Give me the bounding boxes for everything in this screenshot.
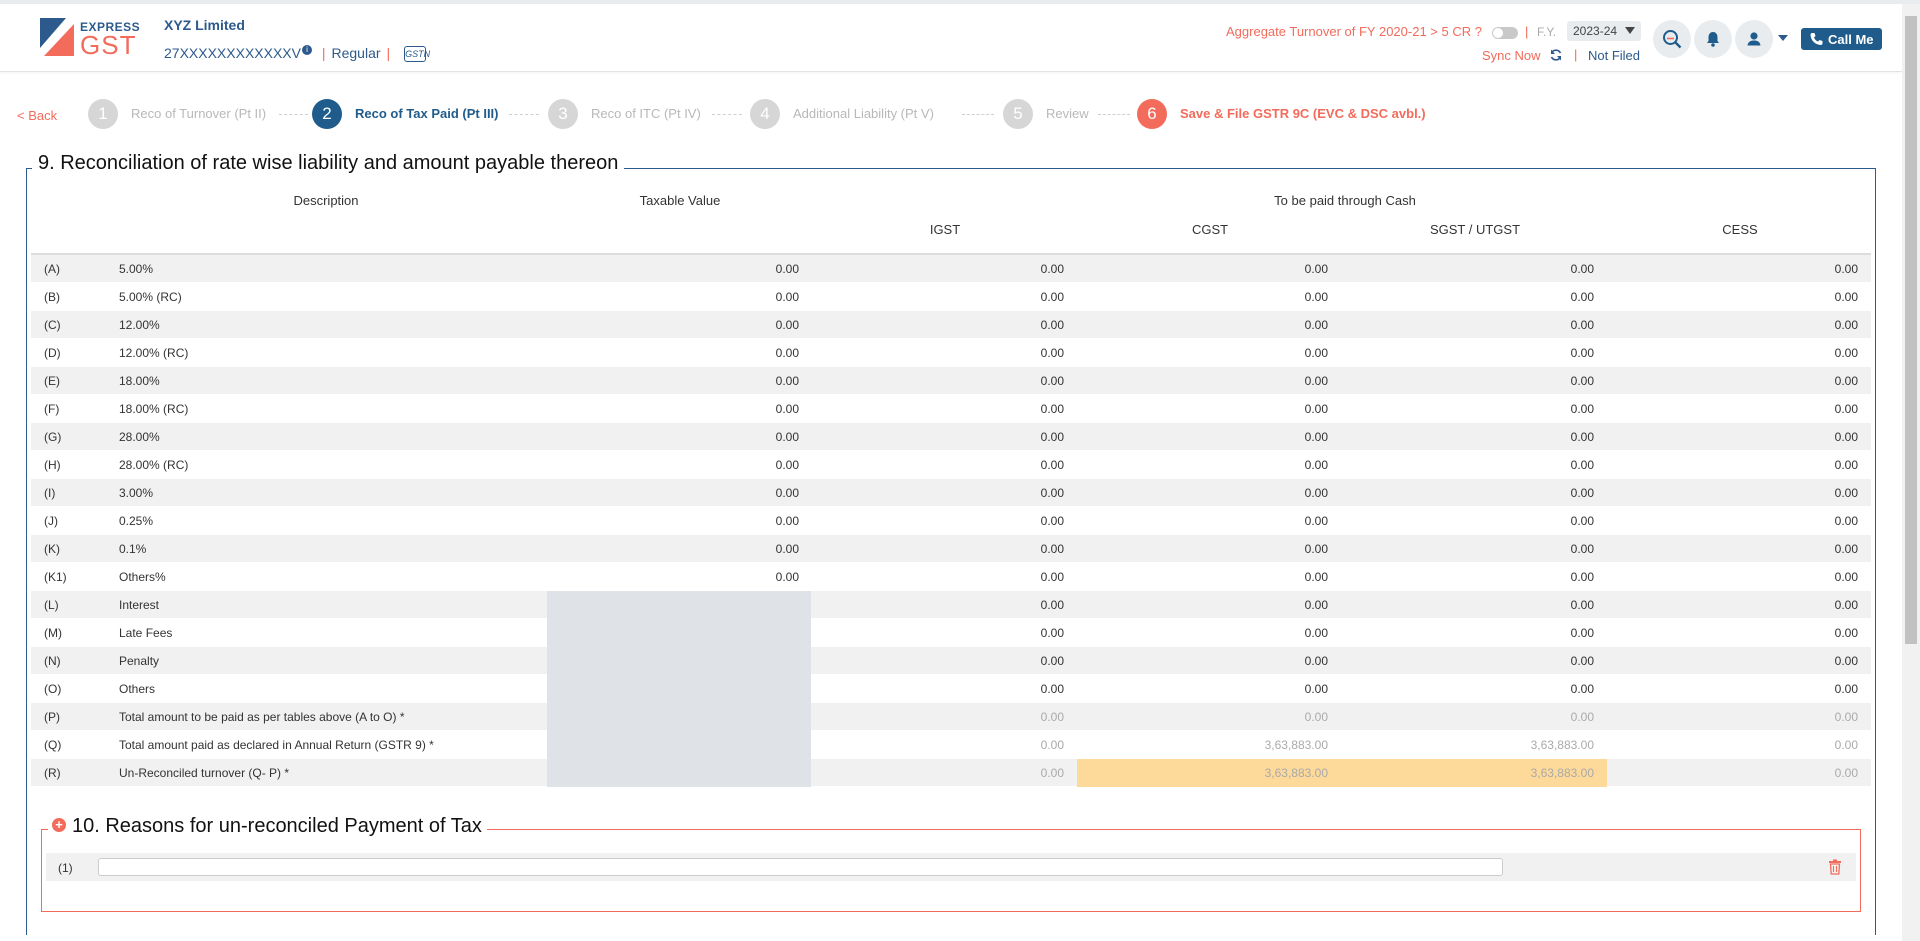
add-reason-icon[interactable]: + — [52, 818, 66, 832]
app-header — [0, 4, 1902, 72]
cgst-cell: 3,63,883.00 — [1264, 738, 1328, 752]
phone-icon — [1809, 32, 1825, 46]
reason-row — [46, 853, 1856, 881]
row-description: Others — [119, 682, 156, 696]
cgst-cell: 0.00 — [1304, 570, 1328, 584]
separator: | — [1574, 47, 1578, 62]
separator: | — [1525, 24, 1529, 39]
step-label: Review — [1046, 106, 1089, 121]
cgst-cell: 0.00 — [1304, 654, 1328, 668]
bell-icon — [1703, 29, 1723, 49]
step-connector — [509, 114, 539, 115]
cess-cell: 0.00 — [1834, 626, 1858, 640]
row-description: Un-Reconciled turnover (Q- P) * — [119, 766, 290, 780]
row-code: (N) — [44, 654, 61, 668]
table-row — [31, 647, 1871, 675]
logo-express-text: EXPRESS — [80, 20, 141, 34]
page-scrollbar[interactable] — [1902, 4, 1920, 941]
col-header-paid-cash: To be paid through Cash — [1274, 193, 1416, 208]
cess-cell: 0.00 — [1834, 290, 1858, 304]
igst-cell: 0.00 — [1040, 570, 1064, 584]
call-me-label: Call Me — [1828, 32, 1874, 47]
reason-index: (1) — [58, 861, 73, 875]
sgst-cell: 0.00 — [1570, 514, 1594, 528]
step-label: Save & File GSTR 9C (EVC & DSC avbl.) — [1180, 106, 1426, 121]
igst-cell: 0.00 — [1040, 514, 1064, 528]
sgst-cell: 0.00 — [1570, 346, 1594, 360]
row-code: (I) — [44, 486, 56, 500]
igst-cell: 0.00 — [1040, 374, 1064, 388]
row-description: 0.25% — [119, 514, 154, 528]
company-name: XYZ Limited — [164, 17, 245, 33]
row-code: (G) — [44, 430, 62, 444]
step-connector — [712, 114, 742, 115]
igst-cell: 0.00 — [1040, 430, 1064, 444]
cgst-cell: 0.00 — [1304, 626, 1328, 640]
cgst-cell: 0.00 — [1304, 458, 1328, 472]
sgst-cell: 0.00 — [1570, 710, 1594, 724]
sgst-cell: 0.00 — [1570, 262, 1594, 276]
table-row — [31, 367, 1871, 395]
table-row — [31, 395, 1871, 423]
cess-cell: 0.00 — [1834, 570, 1858, 584]
sgst-cell: 0.00 — [1570, 598, 1594, 612]
gstin-number: 27XXXXXXXXXXXXV — [164, 45, 301, 61]
filing-status: Not Filed — [1588, 48, 1641, 63]
row-description: 28.00% (RC) — [119, 458, 189, 472]
igst-cell: 0.00 — [1040, 654, 1064, 668]
sgst-cell: 0.00 — [1570, 402, 1594, 416]
row-code: (Q) — [44, 738, 62, 752]
cess-cell: 0.00 — [1834, 486, 1858, 500]
row-code: (K1) — [44, 570, 67, 584]
sgst-cell: 0.00 — [1570, 374, 1594, 388]
table-row — [31, 451, 1871, 479]
sync-now-link[interactable]: Sync Now — [1482, 48, 1541, 63]
taxable-disabled-cell — [547, 731, 811, 759]
row-code: (A) — [44, 262, 60, 276]
row-code: (E) — [44, 374, 60, 388]
row-description: 12.00% — [119, 318, 160, 332]
igst-cell: 0.00 — [1040, 346, 1064, 360]
row-code: (K) — [44, 542, 60, 556]
cess-cell: 0.00 — [1834, 598, 1858, 612]
igst-cell: 0.00 — [1040, 318, 1064, 332]
table-row — [31, 535, 1871, 563]
trash-icon[interactable] — [1828, 859, 1842, 875]
taxable-value-cell: 0.00 — [775, 458, 799, 472]
notifications-button[interactable] — [1694, 20, 1732, 58]
col-header-cess: CESS — [1722, 222, 1758, 237]
taxable-value-cell: 0.00 — [775, 430, 799, 444]
table-row — [31, 283, 1871, 311]
sgst-cell: 3,63,883.00 — [1530, 738, 1594, 752]
step-label: Reco of ITC (Pt IV) — [591, 106, 701, 121]
cgst-cell: 0.00 — [1304, 318, 1328, 332]
user-menu-button[interactable] — [1735, 20, 1773, 58]
cgst-cell: 0.00 — [1304, 430, 1328, 444]
igst-cell: 0.00 — [1040, 766, 1064, 780]
table-row — [31, 255, 1871, 283]
row-code: (C) — [44, 318, 61, 332]
row-code: (O) — [44, 682, 62, 696]
row-description: Total amount paid as declared in Annual Return (GSTR 9) * — [119, 738, 434, 752]
table-row — [31, 339, 1871, 367]
cess-cell: 0.00 — [1834, 738, 1858, 752]
step-number: 3 — [548, 99, 578, 129]
igst-cell: 0.00 — [1040, 738, 1064, 752]
col-header-description: Description — [293, 193, 359, 208]
taxable-disabled-cell — [547, 647, 811, 675]
section-9-title: 9. Reconciliation of rate wise liability and amount payable thereon — [32, 152, 624, 175]
step-number: 2 — [312, 99, 342, 129]
cgst-cell: 0.00 — [1304, 290, 1328, 304]
step-label: Reco of Turnover (Pt II) — [131, 106, 267, 121]
col-header-igst: IGST — [929, 222, 961, 237]
sgst-cell: 0.00 — [1570, 626, 1594, 640]
cess-cell: 0.00 — [1834, 430, 1858, 444]
igst-cell: 0.00 — [1040, 486, 1064, 500]
table-row — [31, 731, 1871, 759]
cess-cell: 0.00 — [1834, 262, 1858, 276]
cgst-cell: 0.00 — [1304, 542, 1328, 556]
registration-type: Regular — [331, 45, 381, 61]
step-number: 6 — [1137, 99, 1167, 129]
sgst-cell: 0.00 — [1570, 318, 1594, 332]
row-description: Late Fees — [119, 626, 173, 640]
row-code: (B) — [44, 290, 60, 304]
taxable-value-cell: 0.00 — [775, 262, 799, 276]
igst-cell: 0.00 — [1040, 290, 1064, 304]
cgst-cell: 0.00 — [1304, 486, 1328, 500]
col-header-cgst: CGST — [1191, 222, 1229, 237]
step-connector — [279, 114, 308, 115]
cess-cell: 0.00 — [1834, 318, 1858, 332]
row-description: 5.00% — [119, 262, 154, 276]
refresh-icon[interactable] — [1549, 48, 1563, 62]
table-row — [31, 619, 1871, 647]
taxable-disabled-cell — [547, 619, 811, 647]
taxable-value-cell: 0.00 — [775, 346, 799, 360]
taxable-disabled-cell — [547, 675, 811, 703]
back-link[interactable]: < Back — [17, 108, 58, 123]
taxable-value-cell: 0.00 — [775, 290, 799, 304]
taxable-value-cell: 0.00 — [775, 514, 799, 528]
gstn-badge-icon: GSTN — [404, 46, 426, 62]
cgst-cell: 0.00 — [1304, 346, 1328, 360]
taxable-disabled-cell — [547, 591, 811, 619]
row-description: 28.00% — [119, 430, 160, 444]
taxable-value-cell: 0.00 — [775, 570, 799, 584]
step-number: 1 — [88, 99, 118, 129]
sgst-cell: 0.00 — [1570, 570, 1594, 584]
row-description: 0.1% — [119, 542, 147, 556]
separator: | — [321, 45, 326, 61]
caret-down-icon — [1625, 27, 1635, 34]
cess-cell: 0.00 — [1834, 682, 1858, 696]
row-code: (D) — [44, 346, 61, 360]
table-row — [31, 759, 1871, 787]
cess-cell: 0.00 — [1834, 654, 1858, 668]
table-row — [31, 563, 1871, 591]
sgst-cell: 3,63,883.00 — [1530, 766, 1594, 780]
sgst-cell: 0.00 — [1570, 430, 1594, 444]
row-description: 12.00% (RC) — [119, 346, 189, 360]
row-description: 5.00% (RC) — [119, 290, 182, 304]
reason-input[interactable] — [98, 858, 1503, 876]
scrollbar-thumb[interactable] — [1905, 16, 1917, 644]
taxable-value-cell: 0.00 — [775, 374, 799, 388]
cess-cell: 0.00 — [1834, 458, 1858, 472]
unreconciled-highlight — [1077, 759, 1607, 787]
step-connector — [1098, 114, 1130, 115]
turnover-question: Aggregate Turnover of FY 2020-21 > 5 CR ? — [1226, 24, 1482, 39]
cgst-cell: 0.00 — [1304, 682, 1328, 696]
step-connector — [962, 114, 994, 115]
chevron-down-icon[interactable] — [1778, 35, 1788, 41]
sgst-cell: 0.00 — [1570, 682, 1594, 696]
user-icon — [1744, 29, 1764, 49]
info-icon[interactable]: i — [302, 45, 312, 55]
cess-cell: 0.00 — [1834, 542, 1858, 556]
cgst-cell: 0.00 — [1304, 374, 1328, 388]
row-code: (H) — [44, 458, 61, 472]
fy-value: 2023-24 — [1573, 24, 1618, 38]
express-gst-logo[interactable] — [40, 18, 140, 60]
row-code: (F) — [44, 402, 60, 416]
cgst-cell: 0.00 — [1304, 710, 1328, 724]
igst-cell: 0.00 — [1040, 710, 1064, 724]
step-label: Reco of Tax Paid (Pt III) — [355, 106, 499, 121]
step-label: Additional Liability (Pt V) — [793, 106, 934, 121]
table-row — [31, 703, 1871, 731]
col-header-taxable: Taxable Value — [639, 193, 721, 208]
taxable-value-cell: 0.00 — [775, 486, 799, 500]
step-number: 4 — [750, 99, 780, 129]
cess-cell: 0.00 — [1834, 346, 1858, 360]
table-row — [31, 675, 1871, 703]
row-code: (J) — [44, 514, 58, 528]
sgst-cell: 0.00 — [1570, 654, 1594, 668]
cgst-cell: 0.00 — [1304, 514, 1328, 528]
step-number: 5 — [1003, 99, 1033, 129]
fy-select[interactable] — [1567, 21, 1641, 41]
cgst-cell: 0.00 — [1304, 598, 1328, 612]
col-header-sgst: SGST / UTGST — [1429, 222, 1521, 237]
table-row — [31, 311, 1871, 339]
taxable-disabled-cell — [547, 703, 811, 731]
cess-cell: 0.00 — [1834, 514, 1858, 528]
taxable-value-cell: 0.00 — [775, 318, 799, 332]
turnover-toggle[interactable] — [1492, 27, 1518, 39]
igst-cell: 0.00 — [1040, 458, 1064, 472]
table-row — [31, 423, 1871, 451]
row-code: (M) — [44, 626, 62, 640]
row-description: 18.00% — [119, 374, 160, 388]
cess-cell: 0.00 — [1834, 766, 1858, 780]
row-description: 3.00% — [119, 486, 154, 500]
cgst-cell: 0.00 — [1304, 402, 1328, 416]
cgst-cell: 3,63,883.00 — [1264, 766, 1328, 780]
row-description: Penalty — [119, 654, 160, 668]
table-row — [31, 507, 1871, 535]
sgst-cell: 0.00 — [1570, 290, 1594, 304]
sgst-cell: 0.00 — [1570, 542, 1594, 556]
igst-cell: 0.00 — [1040, 542, 1064, 556]
row-description: Total amount to be paid as per tables above (A to O) * — [119, 710, 405, 724]
row-code: (P) — [44, 710, 60, 724]
row-description: Interest — [119, 598, 160, 612]
logo-mark-icon — [40, 18, 74, 56]
cess-cell: 0.00 — [1834, 374, 1858, 388]
taxable-value-cell: 0.00 — [775, 542, 799, 556]
taxable-disabled-cell — [547, 759, 811, 787]
row-code: (R) — [44, 766, 61, 780]
igst-cell: 0.00 — [1040, 262, 1064, 276]
search-button[interactable] — [1653, 20, 1691, 58]
sgst-cell: 0.00 — [1570, 486, 1594, 500]
table-row — [31, 479, 1871, 507]
table-row — [31, 591, 1871, 619]
section-10-title-text: 10. Reasons for un-reconciled Payment of Tax — [72, 815, 482, 837]
logo-gst-text: GST — [80, 30, 137, 60]
cess-cell: 0.00 — [1834, 710, 1858, 724]
igst-cell: 0.00 — [1040, 402, 1064, 416]
row-code: (L) — [44, 598, 59, 612]
sgst-cell: 0.00 — [1570, 458, 1594, 472]
taxable-value-cell: 0.00 — [775, 402, 799, 416]
gstin-line — [164, 45, 431, 62]
separator: | — [386, 45, 391, 61]
row-description: Others% — [119, 570, 166, 584]
fy-label: F.Y. — [1537, 25, 1557, 39]
call-me-button[interactable] — [1801, 28, 1882, 50]
cess-cell: 0.00 — [1834, 402, 1858, 416]
section-10-title — [48, 815, 487, 838]
row-description: 18.00% (RC) — [119, 402, 189, 416]
igst-cell: 0.00 — [1040, 626, 1064, 640]
igst-cell: 0.00 — [1040, 682, 1064, 696]
igst-cell: 0.00 — [1040, 598, 1064, 612]
search-icon — [1662, 29, 1682, 49]
cgst-cell: 0.00 — [1304, 262, 1328, 276]
